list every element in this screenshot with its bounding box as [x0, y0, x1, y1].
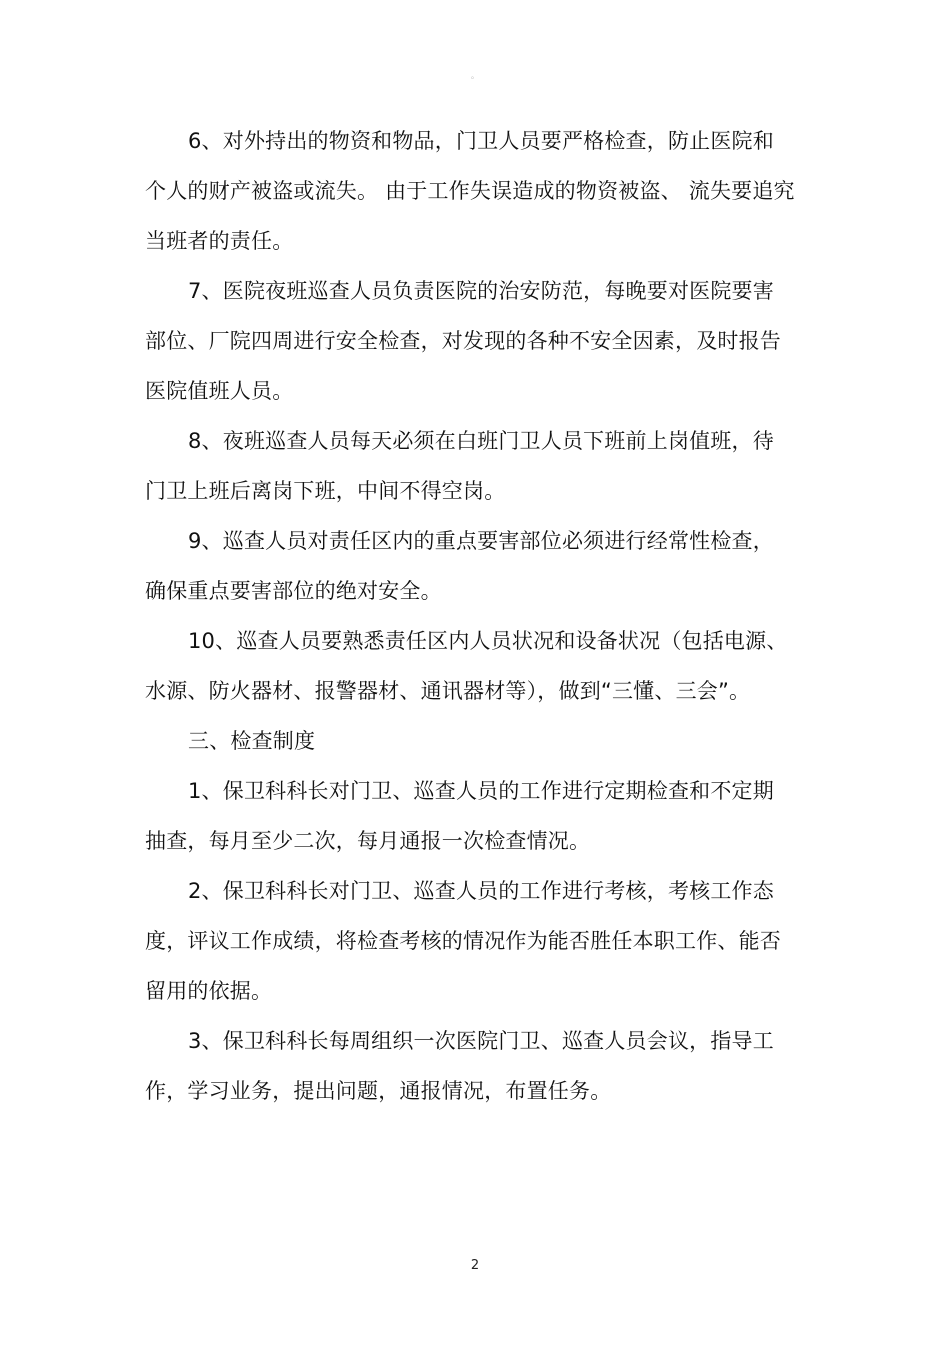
text-line: 9、巡查人员对责任区内的重点要害部位必须进行经常性检查，: [188, 529, 774, 553]
page-number: 2: [470, 1258, 480, 1273]
text-line: 度，评议工作成绩，将检查考核的情况作为能否胜任本职工作、能否: [145, 929, 781, 953]
text-line: 10、巡查人员要熟悉责任区内人员状况和设备状况（包括电源、: [188, 629, 788, 653]
text-line: 2、保卫科科长对门卫、巡查人员的工作进行考核，考核工作态: [188, 879, 774, 903]
text-line: 门卫上班后离岗下班，中间不得空岗。: [145, 479, 506, 503]
header-mark: 。: [471, 71, 479, 80]
text-line: 3、保卫科科长每周组织一次医院门卫、巡查人员会议，指导工: [188, 1029, 774, 1053]
text-line: 1、保卫科科长对门卫、巡查人员的工作进行定期检查和不定期: [188, 779, 774, 803]
text-line: 水源、防火器材、报警器材、通讯器材等），做到“三懂、三会”。: [145, 679, 751, 703]
text-line: 医院值班人员。: [145, 379, 294, 403]
text-line: 留用的依据。: [145, 979, 273, 1003]
text-line: 部位、厂院四周进行安全检查，对发现的各种不安全因素，及时报告: [145, 329, 781, 353]
text-line: 确保重点要害部位的绝对安全。: [145, 579, 442, 603]
text-line: 8、夜班巡查人员每天必须在白班门卫人员下班前上岗值班，待: [188, 429, 774, 453]
text-line: 6、对外持出的物资和物品，门卫人员要严格检查，防止医院和: [188, 129, 774, 153]
text-line: 当班者的责任。: [145, 229, 294, 253]
text-line: 抽查，每月至少二次，每月通报一次检查情况。: [145, 829, 591, 853]
text-line: 7、医院夜班巡查人员负责医院的治安防范，每晚要对医院要害: [188, 279, 774, 303]
section-heading: 三、检查制度: [188, 729, 316, 753]
text-line: 个人的财产被盗或流失。 由于工作失误造成的物资被盗、 流失要追究: [145, 179, 795, 203]
text-line: 作，学习业务，提出问题，通报情况，布置任务。: [145, 1079, 612, 1103]
